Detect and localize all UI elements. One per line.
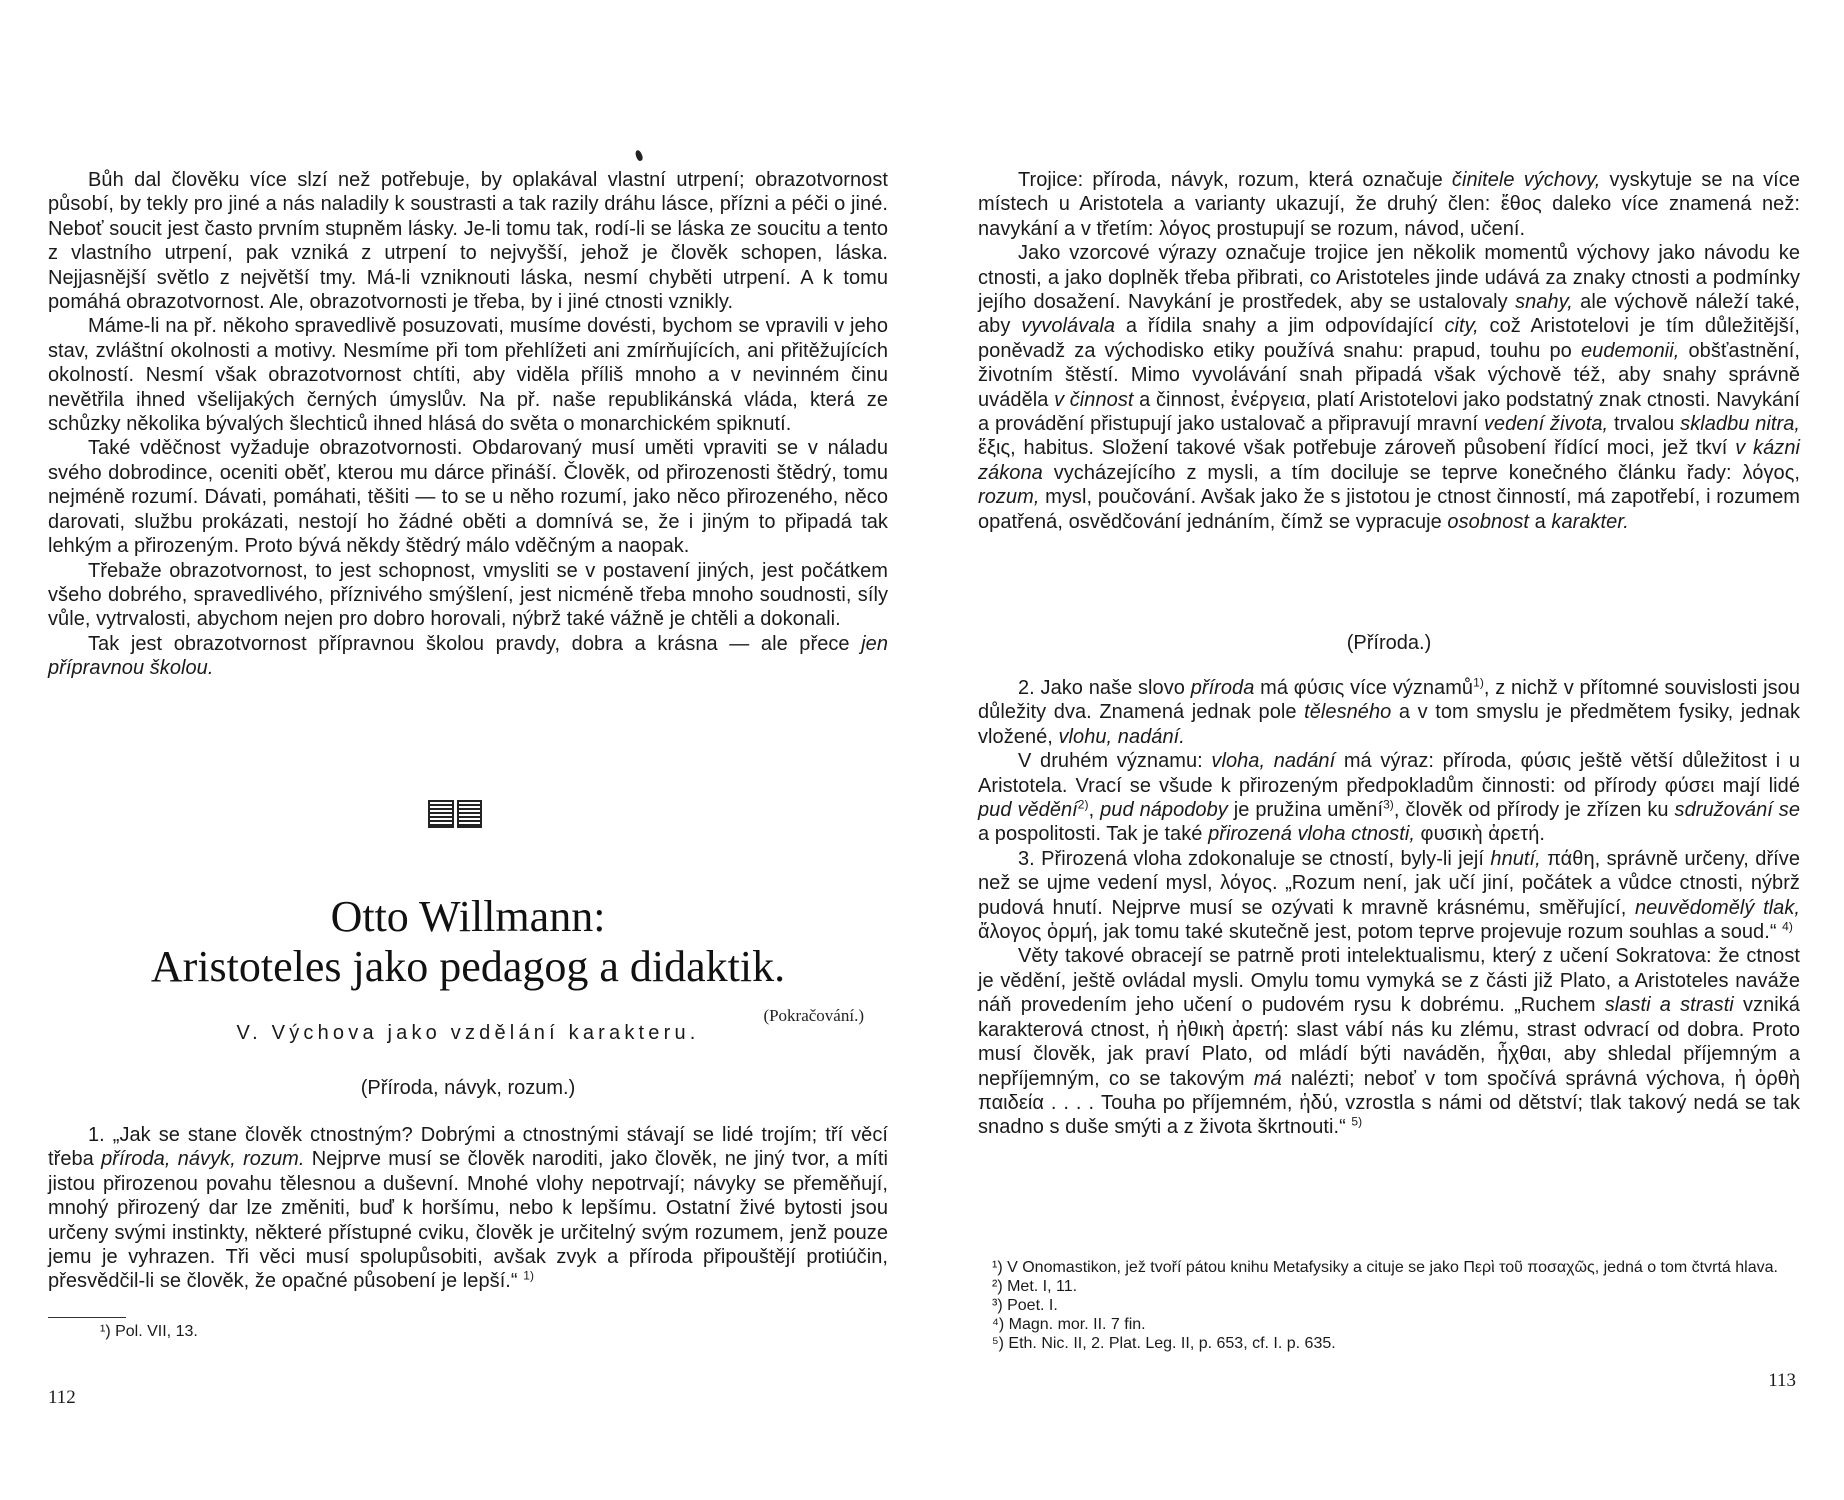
paragraph: Třebaže obrazotvornost, to jest schopnost, vmysliti se v postavení jiných, jest počátkem všeho dobrého, spravedlivého, příznivého smýšlení, jest nicméně třeba mnoho soudnosti, síly vůle, vytrvalosti, abychom nejen pro dobro horovali, nýbrž také vážně je chtěli a dokonali. <box>48 559 888 631</box>
emphasis: jen přípravnou školou. <box>48 632 888 680</box>
paragraph: Také vděčnost vyžaduje obrazotvornosti. Obdarovaný musí uměti vpraviti se v náladu svého dobrodince, oceniti oběť, kterou mu dárce přináší. Člověk, od přirozenosti štědrý, tomu nejméně rozumí. Dávati, pomáhati, těšiti — to se u něho rozumí, jako něco přirozeného, něco darovati, službu prokázati, nestojí ho žádné oběti a domnívá se, že i jiným to připadá tak lehkým a přirozeným. Proto bývá někdy štědrý málo vděčným a naopak. <box>48 437 888 558</box>
sub-heading: (Příroda.) <box>1346 632 1432 654</box>
paragraph: 2. Jako naše slovo příroda má φύσις více významů$^{1)}$, z nichž v přítomné souvislosti jsou důležity dva. Znamená jednak pole tělesného a v tom smyslu je předmětem fysiky, jednak vložené, vlohu, nadání. <box>978 675 1800 748</box>
paragraph: Tak jest obrazotvornost přípravnou školou pravdy, dobra a krásna — ale přece jen přípravnou školou. <box>48 632 888 680</box>
footnote: ¹) Pol. VII, 13. <box>100 1323 198 1340</box>
article-title-line-1: Otto Willmann: <box>330 892 606 941</box>
article-title <box>48 892 888 992</box>
sub-heading: (Příroda, návyk, rozum.) <box>360 1077 576 1099</box>
paragraph: Věty takové obracejí se patrně proti intelektualismu, který z učení Sokratova: že ctnost je vědění, ještě ovládal mysli. Omylu tomu vymyká se z části již Plato, a Aristoteles naváže náň provedením jeho učení o pudovém rysu k dobrému. „Ruchem slasti a strasti vzniká karakterová ctnost, ἡ ἠθικὴ ἀρετή: slast vábí nás ku zlému, strast odvrací od dobra. Proto musí člověk, jak praví Plato, od mládí býti naváděn, ἦχθαι, aby shledal příjemným a nepříjemným, co se takovým má nalézti; neboť v tom spočívá správná výchova, ἡ ὀρθὴ παιδεία . . . . Touha po příjemném, ἡδύ, vzrostla s námi od dětství; tlak takový nedá se tak snadno s duše smýti a z života škrtnouti.“ $^{5)}$ <box>978 945 1800 1139</box>
left-text-block-top <box>48 168 888 681</box>
paragraph: Máme-li na př. někoho spravedlivě posuzovati, musíme dovésti, bychom se vpravili v jeho stav, zvláštní okolnosti a motivy. Nesmíme při tom přehlížeti ani zmírňujících, ani přitěžujících okolností. Nesmí však obrazotvornost chtíti, aby viděla příliš mnoho a v nevinném činu nevětřila ihned všelijakých černých úmyslův. Na př. naše republikánská vláda, která ze schůzky několika bývalých šlechticů ihned hlásá do světa o monarchickém spiknutí. <box>48 315 888 436</box>
page-number: 113 <box>1768 1370 1796 1391</box>
paragraph: Jako vzorcové výrazy označuje trojice jen několik momentů výchovy jako návodu ke ctnosti, a jako doplněk třeba přibrati, co Aristoteles jinde udává za znaky ctnosti a podmínky jejího dosažení. Navykání je prostředek, aby se ustalovaly snahy, ale výchově náleží také, aby vyvolávala a řídila snahy a jim odpovídající city, což Aristotelovi je tím důležitější, poněvadž za východisko etiky používá snahu: prapud, touhu po eudemonii, obšťastnění, životním štěstí. Mimo vyvolávání snah připadá však výchově též, aby snahy správně uváděla v činnost a činnost, ἐνέργεια, platí Aristotelovi jako podstatný znak ctnosti. Navykání a provádění přistupují jako ustalovač a připravují mravní vedení života, trvalou skladbu nitra, ἕξις, habitus. Složení takové však potřebuje zároveň působení řídící moci, jež tkví v kázni zákona vycházejícího z mysli, a tím dociluje se teprve konečného článku řady: λόγος, rozum, mysl, poučování. Avšak jako že s jistotou je ctnost činností, má zapotřebí, i rozumem opatřená, osvědčování jednáním, čímž se vypracuje osobnost a karakter. <box>978 242 1801 533</box>
footnote: ⁵) Eth. Nic. II, 2. Plat. Leg. II, p. 653, cf. I. p. 635. <box>992 1335 1336 1352</box>
right-page <box>978 0 1800 1500</box>
left-text-block-bottom <box>48 1123 888 1294</box>
right-text-block-top <box>978 168 1800 534</box>
footnote: ³) Poet. I. <box>992 1297 1058 1314</box>
paragraph: Bůh dal člověku více slzí než potřebuje, by oplakával vlastní utrpení; obrazotvornost působí, by tekly pro jiné a nás naladily k soustrasti a tak razily dráhu lásce, přízni a péči o jiné. Neboť soucit jest často prvním stupněm lásky. Je-li tomu tak, rodí-li se láska ze soucitu a tento z vlastního utrpení, pak vzniká z utrpení to nejvyšší, jehož je člověk schopen, láska. Nejjasnější světlo z největší tmy. Má-li vzniknouti láska, nesmí chyběti utrpení. A k tomu pomáhá obrazotvornost. Ale, obrazotvornosti je třeba, by i jiné ctnosti vznikly. <box>48 169 888 314</box>
paragraph: 3. Přirozená vloha zdokonaluje se ctností, byly-li její hnutí, πάθη, správně určeny, dříve než se ujme vedení mysl, λόγος. „Rozum není, jak učí jiní, počátek a vůdce ctnosti, nýbrž pudová hnutí. Nejprve musí se ozývati k mravně krásnému, směřující, neuvědomělý tlak, ἄλογος ὁρμή, jak tomu také skutečně jest, potom teprve projevuje rozum souhlas a soud.“ $^{4)}$ <box>978 847 1800 944</box>
footnote: ¹) V Onomastikon, jež tvoří pátou knihu Metafysiky a cituje se jako Περὶ τοῦ ποσαχῶς, jedná o tom čtvrtá hlava. <box>992 1259 1778 1276</box>
paragraph: V druhém významu: vloha, nadání má výraz: příroda, φύσις ještě větší důležitost i u Aristotela. Vrací se všude k přirozeným předpokladům činnosti: od přírody φύσει mají lidé pud vědění$^{2)}$, pud nápodoby je pružina umění$^{3)}$, člověk od přírody je zřízen ku sdružování se a pospolitosti. Tak je také přirozená vloha ctnosti, φυσικὴ ἀρετή. <box>978 750 1801 846</box>
paragraph: Trojice: příroda, návyk, rozum, která označuje činitele výchovy, vyskytuje se na více místech u Aristotela a varianty ukazují, že druhý člen: ἔθος daleko více znamená než: navykání a v třetím: λόγος prostupují se rozum, návod, učení. <box>978 169 1801 240</box>
page-number: 112 <box>48 1387 76 1408</box>
right-text-block-bottom <box>978 676 1800 1140</box>
footnote: ⁴) Magn. mor. II. 7 fin. <box>992 1316 1146 1333</box>
continued-note: (Pokračování.) <box>763 1006 864 1025</box>
footnote-rule <box>48 1317 126 1318</box>
paragraph: 1. „Jak se stane člověk ctnostným? Dobrými a ctnostnými stávají se lidé trojím; tří věcí třeba příroda, návyk, rozum. Nejprve musí se člověk naroditi, jako člověk, ne jiný tvor, a míti jistou přirozenou povahu tělesnou a duševní. Mnohé vlohy nepotrvají; návyky se přeměňují, mnohý přirozený dar lze změniti, buď k horšímu, nebo k lepšímu. Ostatní živé bytosti jsou určeny svými instinkty, některé přístupné cviku, člověk je určitelný svým rozumem, jenž pouze jemu je vyhrazen. Tři věci musí spolupůsobiti, avšak zvyk a příroda připouštějí protiúčin, přesvědčil-li se člověk, že opačné působení je lepší.“ $^{1)}$ <box>48 1124 888 1293</box>
section-heading: V. Výchova jako vzdělání karakteru. <box>236 1022 700 1044</box>
footnote: ²) Met. I, 11. <box>992 1278 1078 1295</box>
article-title-line-2: Aristoteles jako pedagog a didaktik. <box>150 942 786 991</box>
footnotes <box>992 1258 1800 1353</box>
section-divider-ornament <box>428 800 482 828</box>
left-page <box>48 0 888 1500</box>
ornament-mark <box>634 150 644 164</box>
